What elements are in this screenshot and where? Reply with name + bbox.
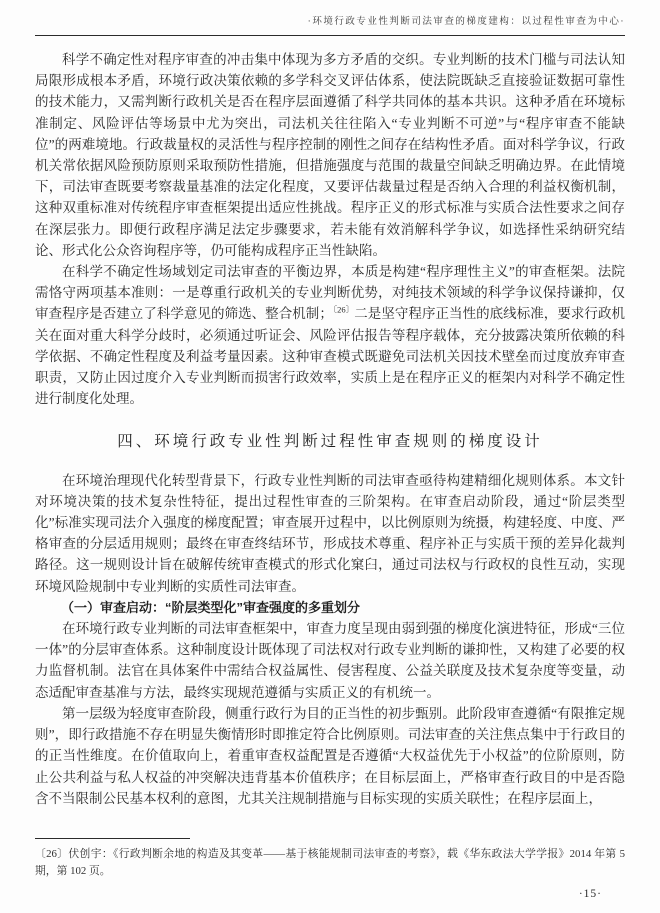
paragraph: 第一层级为轻度审查阶段，侧重行政行为目的正当性的初步甄别。此阶段审查遵循“有限推定规则”，即行政措施不存在明显失衡情形时即推定符合比例原则。司法审查的关注焦点集中于行政目的的正当性维度。在价值取向上，着重审查权益配置是否遵循“大权益优先于小权益”的位阶原则，防止公共利益与私人权益的冲突解决违背基本价值秩序；在目标层面上，严格审查行政目的中是否隐含不当限制公民基本权利的意图，尤其关注规制措施与目标实现的实质关联性；在程序层面上， <box>35 705 625 806</box>
paragraph: 在环境行政专业判断的司法审查框架中，审查力度呈现由弱到强的梯度化演进特征，形成“三位一体”的分层审查体系。这种制度设计既体现了司法权对行政专业判断的谦抑性，又构建了必要的权力监督机制。法官在具体案件中需结合权益属性、侵害程度、公益关联度及技术复杂度等变量，动态适配审查基准与方法，最终实现规范遵循与实质正义的有机统一。 <box>35 621 625 700</box>
footnote-ref-marker: 〔26〕 <box>332 304 355 315</box>
page-number: ·15· <box>578 888 602 900</box>
paragraph: 在环境治理现代化转型背景下，行政专业性判断的司法审查亟待构建精细化规则体系。本文针对环境决策的技术复杂性特征，提出过程性审查的三阶架构。在审查启动阶段，通过“阶层类型化”标准实现司法介入强度的梯度配置；审查展开过程中，以比例原则为统摄，构建轻度、中度、严格审查的分层适用规则；最终在审查终结环节，形成技术尊重、程序补正与实质干预的差异化裁判路径。这一规则设计旨在破解传统审查模式的形式化窠臼，通过司法权与行政权的良性互动，实现环境风险规制中专业判断的实质性司法审查。 <box>35 472 625 594</box>
footnote-divider <box>35 838 190 839</box>
running-header: ·环境行政专业性判断司法审查的梯度建构：以过程性审查为中心· <box>35 0 625 36</box>
footnote-area <box>35 838 625 880</box>
paragraph <box>35 261 625 409</box>
footnote: 〔26〕伏创宇：《行政判断余地的构造及其变革——基于核能规制司法审查的考察》，载《华东政法大学学报》2014 年第 5 期，第 102 页。 <box>35 848 625 877</box>
paragraph-text: 在科学不确定性场域划定司法审查的平衡边界，本质是构建“程序理性主义”的审查框架。法院需恪守两项基本准则：一是尊重行政机关的专业判断优势，对纯技术领域的科学争议保持谦抑，仅审查程序是否建立了科学意见的筛选、整合机制； <box>35 264 625 322</box>
subsection-heading: （一）审查启动：“阶层类型化”审查强度的多重划分 <box>61 599 361 615</box>
section-heading: 四、环境行政专业性判断过程性审查规则的梯度设计 <box>117 433 543 451</box>
article-body <box>35 49 625 809</box>
paragraph-text: 二是坚守程序正当性的底线标准，要求行政机关在面对重大科学分歧时，必须通过听证会、风险评估报告等程序载体，充分披露决策所依赖的科学依据、不确定性程度及利益考量因素。这种审查模式既避免司法机关因技术壁垒而过度放弃审查职责，又防止因过度介入专业判断而损害行政效率，实质上是在程序正义的框架内对科学不确定性进行制度化处理。 <box>35 306 625 407</box>
paragraph: 科学不确定性对程序审查的冲击集中体现为多方矛盾的交织。专业判断的技术门槛与司法认知局限形成根本矛盾，环境行政决策依赖的多学科交叉评估体系，使法院既缺乏直接验证数据可靠性的技术能力，又需判断行政机关是否在程序层面遵循了科学共同体的基本共识。这种矛盾在环境标准制定、风险评估等场景中尤为突出，司法机关往往陷入“专业判断不可逆”与“程序审查不能缺位”的两难境地。行政裁量权的灵活性与程序控制的刚性之间存在结构性矛盾。面对科学争议，行政机关常依据风险预防原则采取预防性措施，但措施强度与范围的裁量空间缺乏明确边界。在此情境下，司法审查既要考察裁量基准的法定化程度，又要评估裁量过程是否纳入合理的利益权衡机制，这种双重标准对传统程序审查框架提出适应性挑战。程序正义的形式标准与实质合法性要求之间存在深层张力。即便行政程序满足法定步骤要求，若未能有效消解科学争议，如选择性采纳研究结论、形式化公众咨询程序等，仍可能构成程序正当性缺陷。 <box>35 52 625 258</box>
